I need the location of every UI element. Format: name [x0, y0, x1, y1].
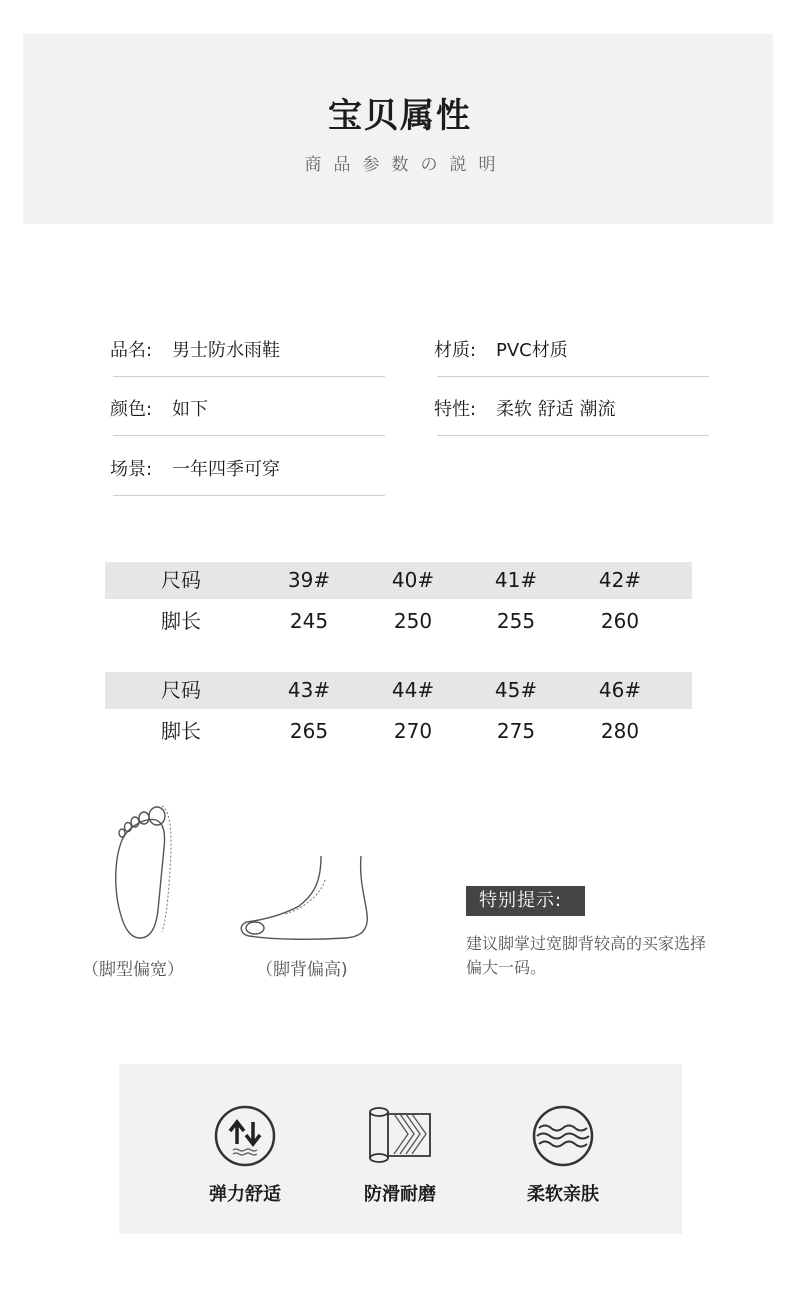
length-cell: 260	[600, 609, 640, 633]
length-cell: 265	[289, 719, 329, 743]
size-table-2	[105, 672, 692, 750]
high-instep-foot-icon	[235, 850, 375, 945]
size-label: 尺码	[161, 568, 201, 592]
length-cell: 270	[393, 719, 433, 743]
attr-key: 品名:	[110, 340, 153, 361]
feature-soft	[493, 1064, 633, 1206]
length-label: 脚长	[161, 719, 201, 743]
size-cell: 44#	[391, 678, 435, 702]
size-cell: 43#	[287, 678, 331, 702]
divider	[113, 495, 385, 496]
length-cell: 255	[496, 609, 536, 633]
attr-value: 如下	[172, 399, 208, 420]
divider	[437, 376, 709, 377]
attr-key: 特性:	[434, 399, 477, 420]
attr-value: 柔软 舒适 潮流	[496, 399, 616, 420]
size-cell: 39#	[287, 568, 331, 592]
feature-label: 弹力舒适	[209, 1184, 281, 1205]
divider	[437, 435, 709, 436]
length-cell: 250	[393, 609, 433, 633]
feature-antislip	[330, 1064, 470, 1206]
size-label: 尺码	[161, 678, 201, 702]
attr-value: 男士防水雨鞋	[172, 340, 280, 361]
tip-badge: 特别提示:	[466, 886, 585, 916]
attr-key: 场景:	[110, 459, 153, 480]
wide-foot-caption: （脚型偏宽）	[82, 960, 184, 980]
attr-key: 颜色:	[110, 399, 153, 420]
size-table-1	[105, 562, 692, 640]
length-cell: 280	[600, 719, 640, 743]
size-cell: 42#	[598, 568, 642, 592]
feature-label: 柔软亲肤	[527, 1184, 599, 1205]
page-title: 宝贝属性	[328, 96, 472, 136]
soft-waves-icon	[531, 1104, 595, 1168]
feature-panel	[119, 1064, 682, 1234]
anti-slip-roll-icon	[368, 1104, 432, 1168]
attr-key: 材质:	[434, 340, 477, 361]
size-row	[105, 672, 692, 709]
page-subtitle: 商品参数の説明	[304, 155, 508, 175]
length-row	[105, 713, 692, 750]
high-instep-foot-caption: （脚背偏高)	[256, 960, 348, 980]
size-cell: 46#	[598, 678, 642, 702]
tip-text: 建议脚掌过宽脚背较高的买家选择偏大一码。	[466, 934, 707, 977]
attr-value: PVC材质	[496, 340, 568, 361]
size-cell: 40#	[391, 568, 435, 592]
length-cell: 245	[289, 609, 329, 633]
feature-elastic	[175, 1064, 315, 1206]
size-row	[105, 562, 692, 599]
wide-foot-icon	[100, 800, 180, 945]
elastic-arrows-icon	[213, 1104, 277, 1168]
divider	[113, 376, 385, 377]
length-cell: 275	[496, 719, 536, 743]
divider	[113, 435, 385, 436]
length-row	[105, 603, 692, 640]
feature-label: 防滑耐磨	[364, 1184, 436, 1205]
attr-value: 一年四季可穿	[172, 459, 280, 480]
length-label: 脚长	[161, 609, 201, 633]
size-cell: 45#	[494, 678, 538, 702]
size-cell: 41#	[494, 568, 538, 592]
